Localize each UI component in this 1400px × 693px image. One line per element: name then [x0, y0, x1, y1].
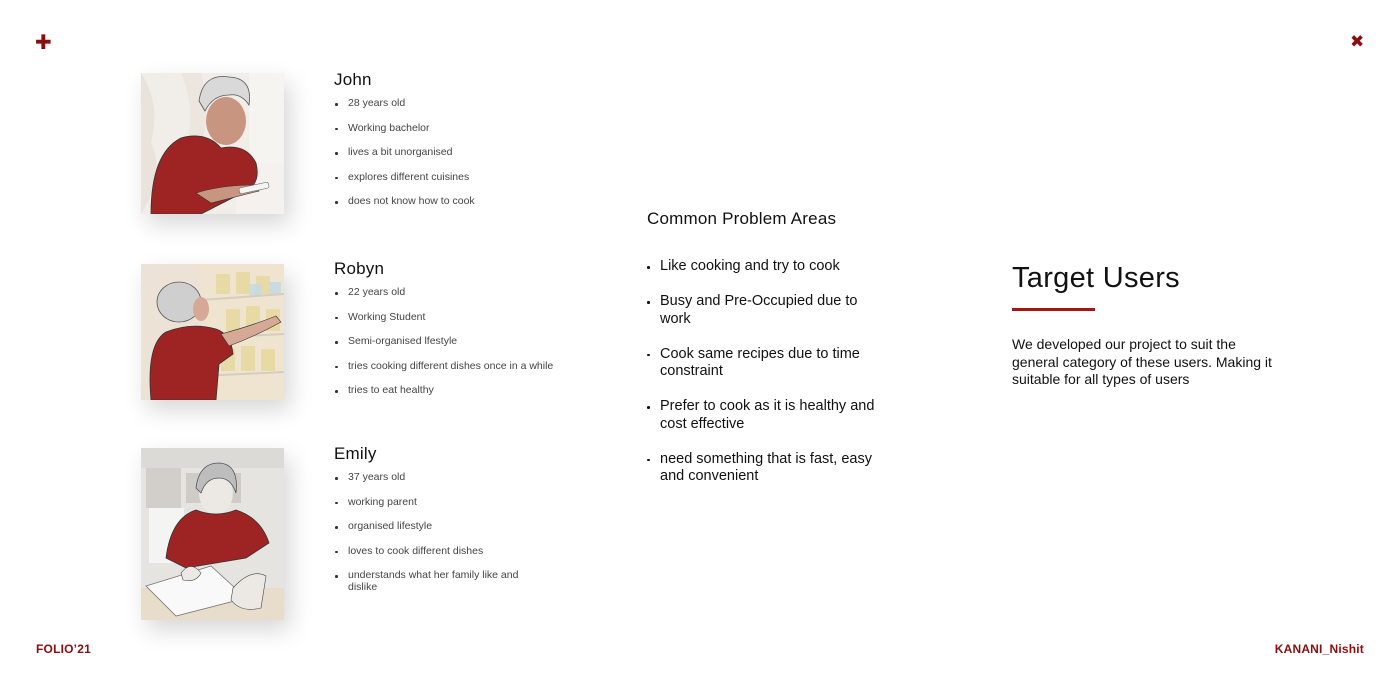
trait-item: does not know how to cook	[334, 195, 594, 207]
persona-emily	[334, 444, 594, 606]
target-description: We developed our project to suit the general category of these users. Making it suitable for all types of users	[1012, 336, 1272, 387]
persona-traits	[334, 286, 594, 396]
trait-item: 28 years old	[334, 97, 594, 109]
persona-john	[334, 70, 594, 220]
persona-image-emily	[141, 448, 284, 620]
persona-name: John	[334, 70, 372, 89]
problem-areas	[647, 209, 907, 503]
trait-item: loves to cook different dishes	[334, 545, 594, 557]
trait-item: explores different cuisines	[334, 171, 594, 183]
folio-label: FOLIO’21	[36, 642, 91, 656]
trait-item: working parent	[334, 496, 594, 508]
title-underline	[1012, 308, 1095, 311]
author-name: KANANI_Nishit	[1274, 642, 1364, 656]
problem-item: need something that is fast, easy and convenient	[647, 451, 872, 486]
trait-item: organised lifestyle	[334, 520, 594, 532]
trait-item: tries cooking different dishes once in a while	[334, 360, 594, 372]
persona-image-robyn	[141, 264, 284, 400]
persona-name: Robyn	[334, 259, 385, 278]
target-users	[1012, 262, 1292, 389]
problem-item: Cook same recipes due to time constraint	[647, 346, 887, 381]
trait-item: 22 years old	[334, 286, 594, 298]
problem-item: Busy and Pre-Occupied due to work	[647, 293, 887, 328]
persona-name: Emily	[334, 444, 377, 463]
problems-title: Common Problem Areas	[647, 209, 837, 228]
problem-item: Like cooking and try to cook	[647, 258, 887, 276]
trait-item: lives a bit unorganised	[334, 146, 594, 158]
persona-robyn	[334, 259, 594, 409]
problems-list	[647, 258, 907, 486]
trait-item: 37 years old	[334, 471, 594, 483]
trait-item: Semi-organised lfestyle	[334, 335, 594, 347]
problem-item: Prefer to cook as it is healthy and cost effective	[647, 398, 887, 433]
trait-item: understands what her family like and dislike	[334, 569, 539, 593]
persona-traits	[334, 97, 594, 207]
trait-item: Working bachelor	[334, 122, 594, 134]
persona-image-john	[141, 73, 284, 214]
target-title: Target Users	[1012, 262, 1180, 294]
trait-item: Working Student	[334, 311, 594, 323]
cross-icon: ✖	[1350, 32, 1365, 51]
plus-icon: ✚	[35, 32, 52, 54]
persona-traits	[334, 471, 594, 593]
trait-item: tries to eat healthy	[334, 384, 594, 396]
